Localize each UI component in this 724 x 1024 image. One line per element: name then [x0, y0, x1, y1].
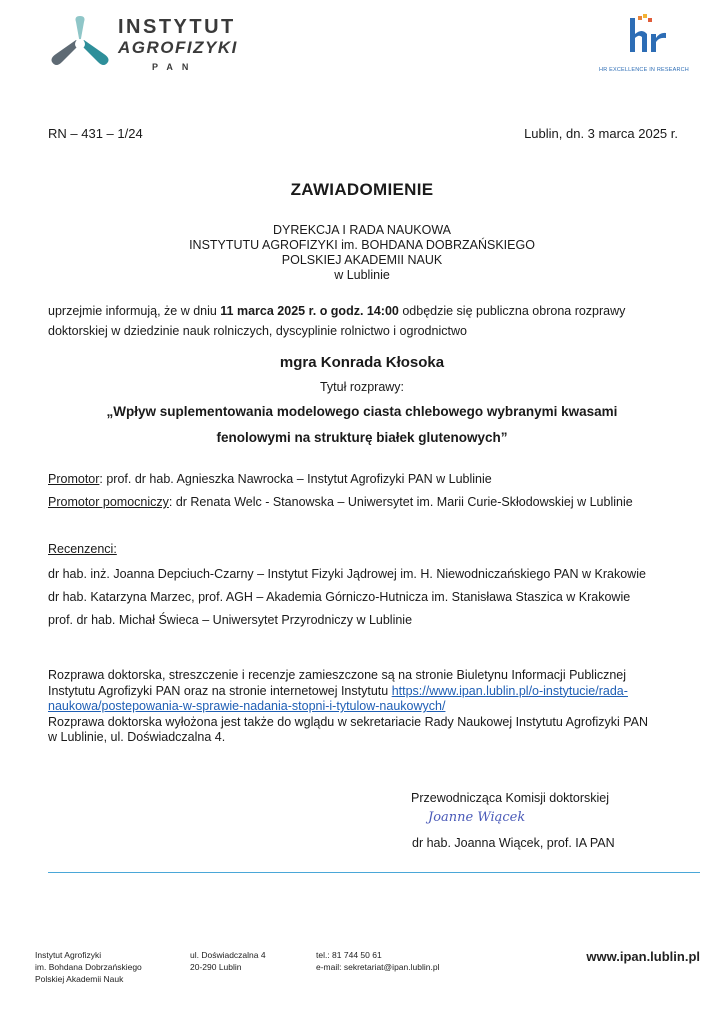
reviewer-item: dr hab. Katarzyna Marzec, prof. AGH – Akademia Górniczo-Hutnicza im. Stanisława Staszica w Krakowie: [48, 590, 631, 604]
thesis-label: Tytuł rozprawy:: [319, 380, 405, 394]
logo-text-pan: PAN: [152, 62, 198, 72]
issuer-line-1: DYREKCJA I RADA NAUKOWA: [272, 223, 452, 237]
issuer-line-4: w Lublinie: [334, 268, 390, 282]
footer-text: Instytut Agrofizyki: [35, 950, 102, 960]
bip-link-continued[interactable]: naukowa/postepowania-w-sprawie-nadania-stopni-i-tytulow-naukowych/: [48, 699, 446, 713]
info-paragraph: [48, 668, 688, 746]
ipan-logo-mark-icon: [48, 14, 112, 72]
hr-excellence-logo: [596, 12, 692, 78]
info-line-2: Instytutu Agrofizyki PAN oraz na stronie internetowej Instytutu: [48, 683, 392, 698]
logo-text-agrofizyki: AGROFIZYKI: [118, 38, 238, 57]
co-promotor-line: [48, 492, 688, 512]
footer-text: im. Bohdana Dobrzańskiego: [35, 962, 142, 972]
intro-text-3: doktorskiej w dziedzinie nauk rolniczych, dyscyplinie rolnictwo i ogrodnictwo: [48, 324, 467, 338]
issuer-line-3: POLSKIEJ AKADEMII NAUK: [281, 253, 443, 267]
footer-phone: tel.: 81 744 50 61: [316, 950, 382, 960]
info-line-4: Rozprawa doktorska wyłożona jest także do wglądu w sekretariacie Rady Naukowej Instytutu Agrofizyki PAN: [48, 714, 649, 729]
ipan-logo: [48, 14, 268, 72]
candidate-name: mgra Konrada Kłosoka: [279, 354, 445, 371]
co-promotor-text: : dr Renata Welc - Stanowska – Uniwersytet im. Marii Curie-Skłodowskiej w Lublinie: [168, 495, 633, 509]
signature-role: Przewodnicząca Komisji doktorskiej: [411, 791, 609, 805]
bip-link[interactable]: https://www.ipan.lublin.pl/o-instytucie/rada-: [391, 683, 628, 698]
promotor-label: Promotor: [48, 472, 100, 486]
thesis-title-line-1: „Wpływ suplementowania modelowego ciasta chlebowego wybranymi kwasami: [106, 404, 618, 419]
footer-contact: [316, 949, 439, 973]
co-promotor-label: Promotor pomocniczy: [48, 495, 169, 509]
footer-institute: [35, 949, 142, 985]
info-line-5: w Lublinie, ul. Doświadczalna 4.: [48, 730, 226, 744]
hr-logo-mark-icon: [596, 12, 692, 66]
document-title: ZAWIADOMIENIE: [290, 180, 434, 199]
footer-text: ul. Doświadczalna 4: [190, 950, 266, 960]
reviewer-item: dr hab. inż. Joanna Depciuch-Czarny – Instytut Fizyki Jądrowej im. H. Niewodniczańskiego PAN w Krakowie: [48, 567, 646, 581]
reference-number: RN – 431 – 1/24: [48, 126, 143, 141]
issuer-line-2: INSTYTUTU AGROFIZYKI im. BOHDANA DOBRZAŃSKIEGO: [189, 238, 535, 252]
hr-caption: HR EXCELLENCE IN RESEARCH: [599, 67, 689, 73]
defense-date-time: 11 marca 2025 r. o godz. 14:00: [220, 304, 399, 318]
reviewer-item: prof. dr hab. Michał Świeca – Uniwersytet Przyrodniczy w Lublinie: [48, 613, 413, 627]
place-date: Lublin, dn. 3 marca 2025 r.: [524, 126, 678, 141]
footer-text: Polskiej Akademii Nauk: [35, 974, 124, 984]
footer-email[interactable]: e-mail: sekretariat@ipan.lublin.pl: [316, 962, 440, 972]
intro-text-2: odbędzie się publiczna obrona rozprawy: [398, 304, 626, 318]
footer-address: [190, 949, 266, 973]
footer-website-link[interactable]: www.ipan.lublin.pl: [586, 949, 700, 964]
promotor-text: : prof. dr hab. Agnieszka Nawrocka – Instytut Agrofizyki PAN w Lublinie: [99, 472, 492, 486]
reviewers-label: Recenzenci:: [48, 542, 117, 556]
thesis-title-line-2: fenolowymi na strukturę białek glutenowych”: [216, 430, 508, 445]
handwritten-signature: Joanne Wiącek: [428, 810, 526, 825]
info-line-1: Rozprawa doktorska, streszczenie i recenzje zamieszczone są na stronie Biuletynu Informacji Publicznej: [48, 668, 627, 682]
intro-text-1: uprzejmie informują, że w dniu: [48, 304, 221, 318]
footer-text: 20-290 Lublin: [190, 962, 242, 972]
signatory-name: dr hab. Joanna Wiącek, prof. IA PAN: [412, 836, 615, 850]
footer-divider: [48, 872, 700, 873]
logo-text-instytut: INSTYTUT: [118, 16, 236, 38]
promotor-line: [48, 469, 688, 489]
intro-paragraph: [48, 301, 688, 341]
